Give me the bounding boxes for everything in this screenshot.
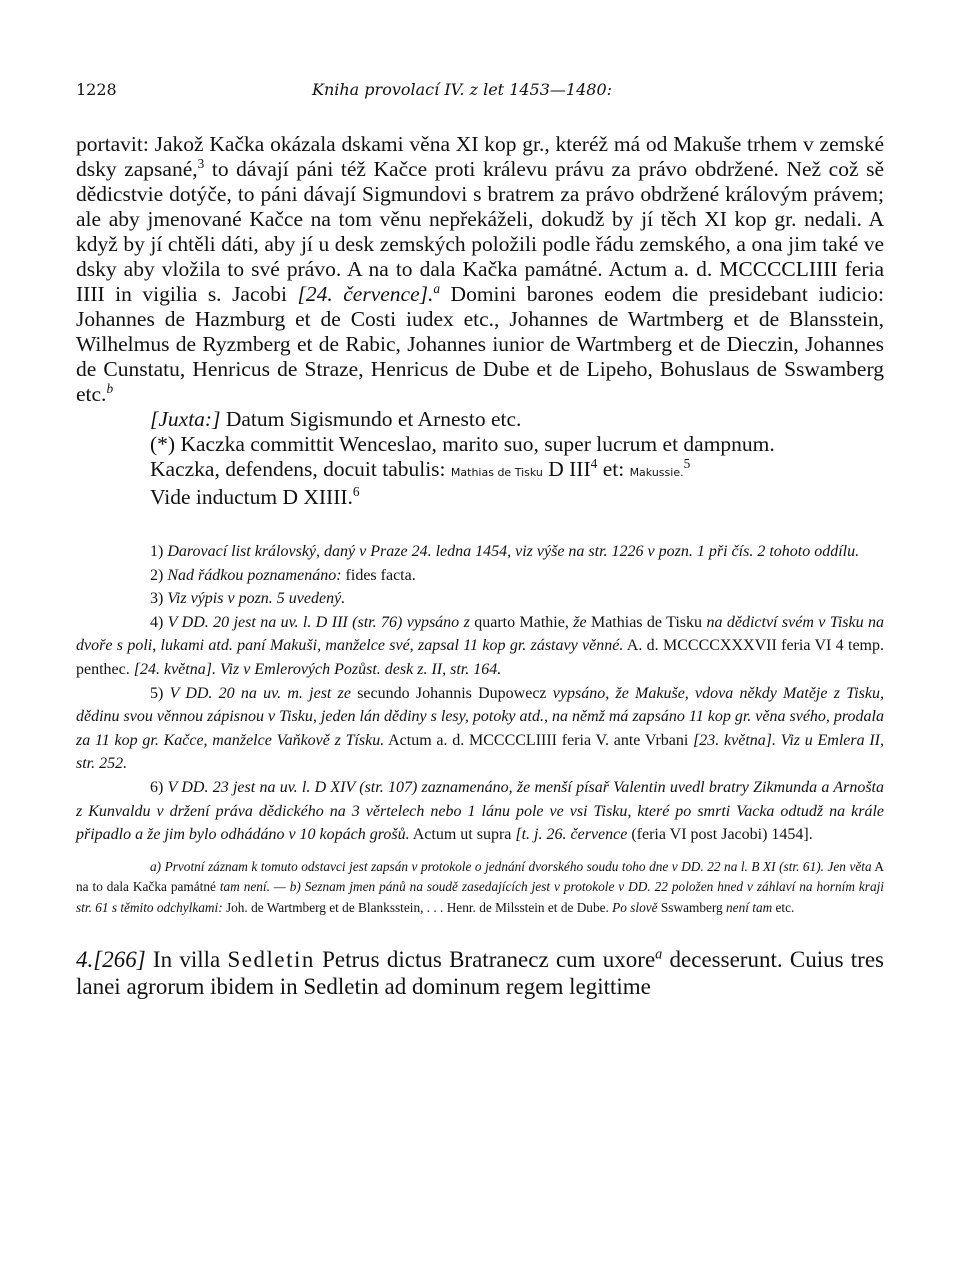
running-title: Kniha provolací IV. z let 1453—1480: [312,80,613,99]
entry-4 [76,946,884,1000]
text-annotations [76,857,884,919]
footnote-6: 6) V DD. 23 jest na uv. l. D XIV (str. 107) zaznamenáno, že menší písař Valentin uvedl bratry Zikmunda a Arnošta z Kunvaldu v držení práva dědického na 3 věrtelech nebo 1 lánu pole ve vsi Tisku, které po smrti Vacka odtudž na krále připadlo a že jim bylo odhádáno v 10 kopách grošů. Actum ut supra [t. j. 26. července (feria VI post Jacobi) 1454]. [76,778,884,844]
footnotes [76,540,884,847]
footnote-2: 2) Nad řádkou poznamenáno: fides facta. [150,566,416,584]
footnote-ref-3: 3 [197,155,205,171]
defendens-line: Kaczka, defendens, docuit tabulis: Mathias de Tisku D III$^4$ et: Makussie.$^5$ [150,455,691,481]
juxta-line: [Juxta:] Datum Sigismundo et Arnesto etc. [150,407,522,431]
main-text [76,132,884,510]
committit-line: (*) Kaczka committit Wenceslao, marito suo, super lucrum et dampnum. [150,432,775,456]
vide-line: Vide inductum D XIIII.$^6$ [150,483,360,509]
footnote-5: 5) V DD. 20 na uv. m. jest ze secundo Johannis Dupowecz vypsáno, že Makuše, vdova někdy Matěje z Tisku, dědinu svou věnnou zápisnou v Tisku, jeden lán dědiny s lesy, potoky atd., na němž má zapsáno 11 kop gr. věna svého, prodala za 11 kop gr. Kačce, manželce Vaňkově z Tísku. Actum a. d. MCCCCLIIII feria V. ante Vrbani [23. května]. Viz u Emlera II, str. 252. [76,684,884,773]
page-number: 1228 [76,80,117,99]
main-paragraph: portavit: Jakož Kačka okázala dskami věna XI kop gr., kteréž má od Makuše trhem v zemské dsky zapsané,$^3$ to dávají páni též Kačce proti králevu právu za právo obdržené. Než což sě dědicstvie dotýče, to páni dávají Sigmundovi s bratrem za právo obdržené královým právem; ale aby jmenované Kačce na tom věnu nepřekáželi, dokudž by jí těch XI kop gr. nedali. A když by jí chtěli dáti, aby jí u desk zemských položili podle řádu zemského, a ona jim také ve dsky aby vložila to své právo. A na to dala Kačka památné. Actum a. d. MCCCCLIIII feria IIII in vigilia s. Jacobi [24. července].$^a$ Domini barones eodem die presidebant iudicio: Johannes de Hazmburg et de Costi iudex etc., Johannes de Wartmberg et de Blansstein, Wilhelmus de Ryzmberg et de Rabic, Johannes iunior de Wartmberg et de Dieczin, Johannes de Cunstatu, Henricus de Straze, Henricus de Dube et de Lipeho, Bohuslaus de Sswamberg etc.$^b$ [76,132,885,406]
date-gloss: [24. července]. [297,282,434,306]
entry-number: 4.[266] [76,947,146,973]
footnote-ref-5: 5 [683,455,691,471]
book-page [76,80,884,1000]
footnote-1: 1) Darovací list královský, daný v Praze 24. ledna 1454, viz výše na str. 1226 v pozn. 1 při čís. 2 tohoto oddílu. [150,543,860,560]
entry-4-text: 4.[266] In villa Sedletin Petrus dictus Bratranecz cum uxore$^a$ decesserunt. Cuius tres lanei agrorum ibidem in Sedletin ad dominum regem legittime [76,946,884,1000]
page-header [76,80,884,110]
annotation-ref-a-entry: a [655,946,663,963]
annotation-a-b: a) Prvotní záznam k tomuto odstavci jest zapsán v protokole o jednání dvorského soudu toho dne v DD. 22 na l. B XI (str. 61). Jen věta A na to dala Kačka památné tam není. — b) Seznam jmen pánů na soudě zasedajících jest v protokole v DD. 22 položen hned v záhlaví na horním kraji str. 61 s těmito odchylkami: Joh. de Wartmberg et de Blanksstein, . . . Henr. de Milsstein et de Dube. Po slově Sswamberg není tam etc. [76,858,884,915]
annotation-ref-b: b [106,380,114,396]
footnote-4: 4) V DD. 20 jest na uv. l. D III (str. 76) vypsáno z quarto Mathie, že Mathias de Tisku na dědictví svém v Tisku na dvoře s poli, lukami atd. paní Makuši, manželce své, zapsal 11 kop gr. zástavy věnné. A. d. MCCCCXXXVII feria VI 4 temp. penthec. [24. května]. Viz v Emlerových Pozůst. desk z. II, str. 164. [76,613,885,678]
footnote-ref-6: 6 [352,483,360,499]
footnote-ref-4: 4 [590,455,598,471]
footnote-3: 3) Viz výpis v pozn. 5 uvedený. [150,590,346,608]
annotation-ref-a: a [433,280,441,296]
